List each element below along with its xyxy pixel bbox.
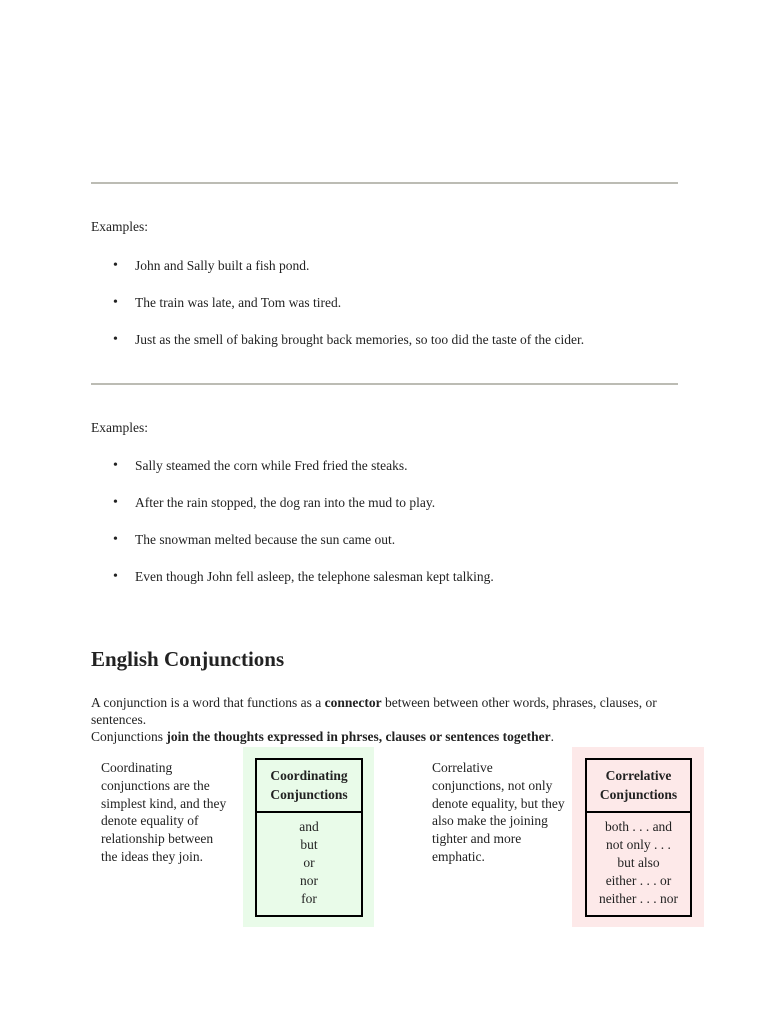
intro-paragraph	[91, 694, 671, 745]
table-cell: but also	[617, 855, 660, 870]
table-cell: but	[300, 837, 318, 852]
intro-text: between between other words, phrases, clauses, or sentences.	[91, 695, 657, 727]
list-item: • After the rain stopped, the dog ran into the mud to play.	[91, 494, 494, 531]
section-heading: English Conjunctions	[91, 647, 285, 671]
examples-label-1: Examples:	[91, 219, 148, 234]
divider-top	[91, 182, 678, 184]
intro-bold-connector: connector	[324, 695, 382, 710]
table-cell: or	[303, 855, 315, 870]
table-cell: either . . . or	[605, 873, 672, 888]
coordinating-description: Coordinating conjunctions are the simplest kind, and they denote equality of relationship between the ideas they join.	[101, 760, 227, 864]
header-line: Coordinating	[270, 768, 348, 783]
list-item: • Just as the smell of baking brought back memories, so too did the taste of the cider.	[91, 331, 584, 368]
intro-text: Conjunctions	[91, 729, 167, 744]
examples-label-2: Examples:	[91, 420, 148, 435]
table-cell: nor	[300, 873, 318, 888]
list-item: • Sally steamed the corn while Fred fried the steaks.	[91, 457, 494, 494]
correlative-description: Correlative conjunctions, not only denote equality, but they also make the joining tighter and more emphatic.	[432, 760, 565, 864]
header-line: Correlative	[605, 768, 672, 783]
examples-list-1	[91, 257, 584, 368]
header-line: Conjunctions	[599, 787, 678, 802]
correlative-table	[585, 758, 692, 917]
coordinating-table-header	[257, 760, 361, 813]
header-line: Conjunctions	[270, 787, 348, 802]
list-item: • John and Sally built a fish pond.	[91, 257, 584, 294]
coordinating-table	[255, 758, 363, 917]
table-cell: for	[301, 891, 317, 906]
list-item: • The snowman melted because the sun came out.	[91, 531, 494, 568]
intro-text: A conjunction is a word that functions as a	[91, 695, 325, 710]
list-item: • Even though John fell asleep, the telephone salesman kept talking.	[91, 568, 494, 605]
intro-text: .	[550, 729, 555, 744]
correlative-table-body	[587, 813, 690, 912]
divider-middle	[91, 383, 678, 385]
examples-list-2	[91, 457, 494, 605]
table-cell: neither . . . nor	[598, 891, 679, 906]
list-item: • The train was late, and Tom was tired.	[91, 294, 584, 331]
table-cell: both . . . and	[604, 819, 673, 834]
coordinating-table-body	[257, 813, 361, 912]
table-cell: not only . . .	[606, 837, 671, 852]
intro-bold-join: join the thoughts expressed in phrses, clauses or sentences together	[166, 729, 551, 744]
correlative-table-header	[587, 760, 690, 813]
table-cell: and	[299, 819, 319, 834]
